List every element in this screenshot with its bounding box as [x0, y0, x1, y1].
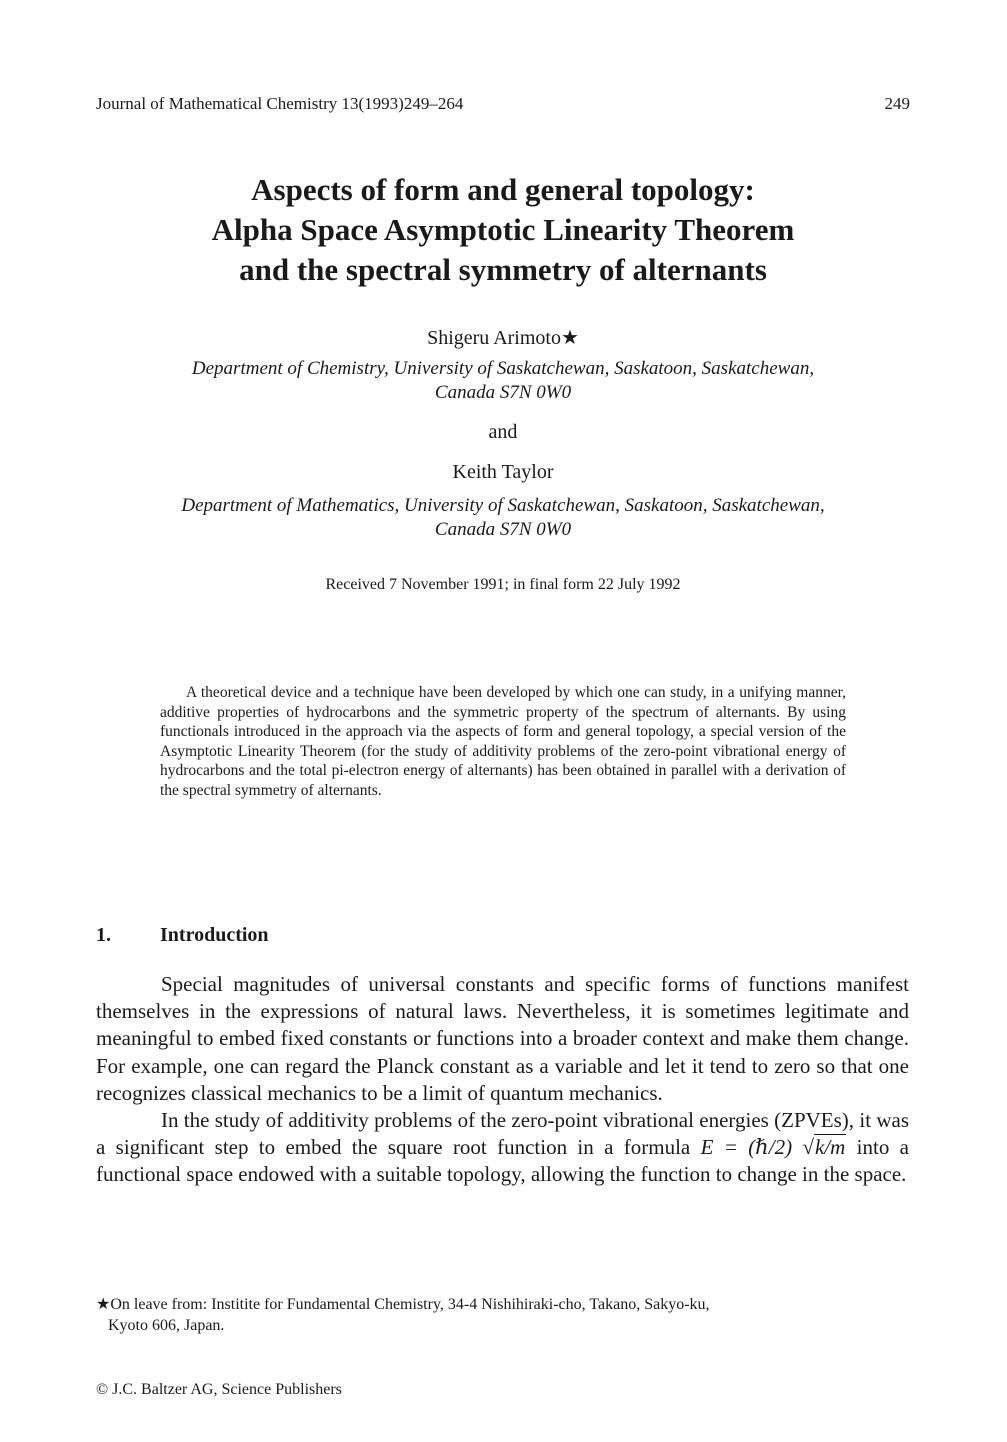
footnote-line-1: ★On leave from: Institite for Fundamental Chemistry, 34-4 Nishihiraki-cho, Takano, Sakyo-ku,	[96, 1296, 710, 1313]
section-heading	[96, 924, 269, 947]
footnote-line-2: Kyoto 606, Japan.	[108, 1317, 225, 1334]
body-text	[96, 971, 909, 1189]
page-number: 249	[884, 94, 910, 113]
paper-title	[96, 170, 910, 290]
received-dates: Received 7 November 1991; in final form 22 July 1992	[325, 576, 681, 593]
journal-citation: Journal of Mathematical Chemistry 13(1993)249–264	[96, 94, 464, 113]
paragraph-2-text-after: into a functional space endowed with a suitable topology, allowing the function to change in the space.	[96, 1135, 910, 1187]
abstract	[160, 683, 846, 800]
section-number: 1.	[96, 924, 111, 946]
formula-sqrt-argument: k/m	[815, 1135, 846, 1160]
author-name-2: Keith Taylor	[452, 461, 554, 483]
running-header	[96, 94, 910, 118]
section-title: Introduction	[160, 924, 269, 946]
abstract-text: A theoretical device and a technique have been developed by which one can study, in a unifying manner, additive properties of hydrocarbons and the symmetric property of the spectrum of alternants. By using functionals introduced in the approach via the aspects of form and general topology, a special version of the Asymptotic Linearity Theorem (for the study of additivity problems of the zero-point vibrational energy of hydrocarbons and the total pi-electron energy of alternants) has been obtained in parallel with a derivation of the spectral symmetry of alternants.	[160, 684, 846, 799]
author-conjunction: and	[488, 421, 518, 443]
paragraph-1: Special magnitudes of universal constants and specific forms of functions manifest themselves in the expressions of natural laws. Nevertheless, it is sometimes legitimate and meaningful to embed fixed constants or functions into a broader context and make them change. For example, one can regard the Planck constant as a variable and let it tend to zero so that one recognizes classical mechanics to be a limit of quantum mechanics.	[96, 972, 909, 1105]
paragraph-2: In the study of additivity problems of the zero-point vibrational energies (ZPVEs), it was a significant step to embed the square root function in a formula E = (ℏ/2) √k/m into a functional space endowed with a suitable topology, allowing the function to change in the space.	[96, 1108, 910, 1187]
title-line-3: and the spectral symmetry of alternants	[239, 252, 767, 287]
footnote	[96, 1294, 909, 1336]
copyright-notice: © J.C. Baltzer AG, Science Publishers	[96, 1381, 342, 1398]
title-line-1: Aspects of form and general topology:	[251, 172, 755, 207]
title-line-2: Alpha Space Asymptotic Linearity Theorem	[211, 212, 795, 247]
author-affiliation-2	[96, 494, 910, 542]
author-affiliation-1	[96, 357, 910, 405]
affiliation-2-line-2: Canada S7N 0W0	[434, 519, 572, 540]
formula-lhs: E = (ℏ/2)	[700, 1135, 793, 1160]
affiliation-2-line-1: Department of Mathematics, University of Saskatchewan, Saskatoon, Saskatchewan,	[181, 495, 825, 516]
author-name-1: Shigeru Arimoto★	[427, 327, 579, 349]
affiliation-1-line-2: Canada S7N 0W0	[434, 382, 572, 403]
affiliation-1-line-1: Department of Chemistry, University of Saskatchewan, Saskatoon, Saskatchewan,	[191, 358, 815, 379]
paragraph-2-text-before: In the study of additivity problems of the zero-point vibrational energies (ZPVEs), it was a significant step to embed the square root function in a formula	[96, 1108, 909, 1160]
